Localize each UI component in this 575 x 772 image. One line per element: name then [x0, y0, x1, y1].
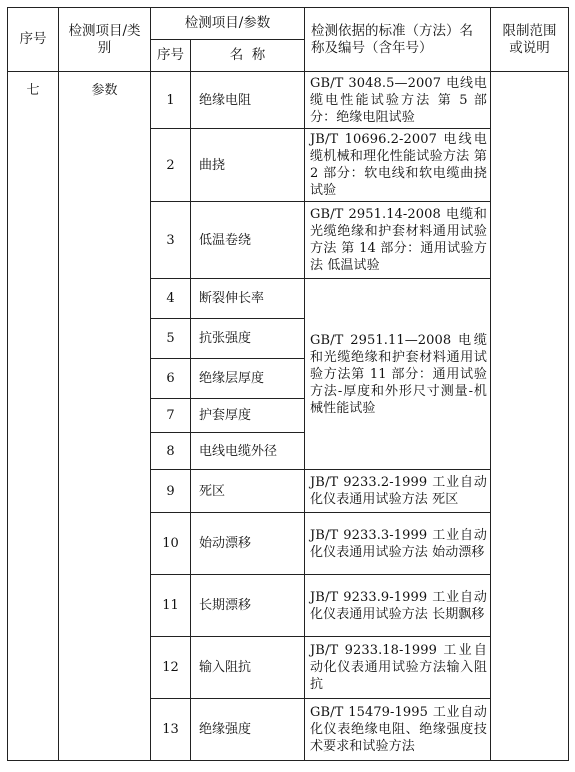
row-no: 8	[151, 433, 191, 470]
row-no: 13	[151, 699, 191, 761]
row-standard: GB/T 3048.5—2007 电线电缆电性能试验方法 第 5 部分：绝缘电阻试验	[305, 72, 491, 129]
row-no: 2	[151, 129, 191, 202]
row-name: 输入阻抗	[191, 637, 305, 699]
header-param-group: 检测项目/参数	[151, 8, 305, 40]
row-standard: JB/T 9233.2-1999 工业自动化仪表通用试验方法 死区	[305, 470, 491, 513]
row-no: 5	[151, 319, 191, 359]
limit-cell	[491, 72, 569, 761]
row-standard: JB/T 9233.18-1999 工业自动化仪表通用试验方法输入阻抗	[305, 637, 491, 699]
row-no: 3	[151, 202, 191, 279]
header-param-name: 名 称	[191, 40, 305, 72]
row-name: 长期漂移	[191, 575, 305, 637]
row-name: 绝缘层厚度	[191, 359, 305, 399]
row-standard: GB/T 2951.14-2008 电缆和光缆绝缘和护套材料通用试验方法 第 14 部分：通用试验方法 低温试验	[305, 202, 491, 279]
row-standard: JB/T 9233.3-1999 工业自动化仪表通用试验方法 始动漂移	[305, 513, 491, 575]
table-row	[8, 72, 569, 129]
row-name: 护套厚度	[191, 399, 305, 433]
row-no: 9	[151, 470, 191, 513]
row-no: 12	[151, 637, 191, 699]
header-limit: 限制范围或说明	[491, 8, 569, 72]
row-no: 11	[151, 575, 191, 637]
row-standard: JB/T 9233.9-1999 工业自动化仪表通用试验方法 长期飘移	[305, 575, 491, 637]
row-no: 4	[151, 279, 191, 319]
header-seq: 序号	[8, 8, 59, 72]
capability-table	[7, 7, 569, 761]
header-standard: 检测依据的标准（方法）名称及编号（含年号）	[305, 8, 491, 72]
row-standard: JB/T 10696.2-2007 电线电缆机械和理化性能试验方法 第 2 部分：软电线和软电缆曲挠试验	[305, 129, 491, 202]
group-seq: 七	[8, 72, 59, 761]
row-no: 6	[151, 359, 191, 399]
row-name: 绝缘强度	[191, 699, 305, 761]
row-name: 死区	[191, 470, 305, 513]
row-no: 10	[151, 513, 191, 575]
row-name: 抗张强度	[191, 319, 305, 359]
row-name: 低温卷绕	[191, 202, 305, 279]
row-no: 1	[151, 72, 191, 129]
row-standard: GB/T 15479-1995 工业自动化仪表绝缘电阻、绝缘强度技术要求和试验方法	[305, 699, 491, 761]
header-param-seq: 序号	[151, 40, 191, 72]
row-name: 曲挠	[191, 129, 305, 202]
header-item-category: 检测项目/类别	[59, 8, 151, 72]
row-name: 始动漂移	[191, 513, 305, 575]
row-name: 绝缘电阻	[191, 72, 305, 129]
group-category: 参数	[59, 72, 151, 761]
row-standard-merged: GB/T 2951.11—2008 电缆和光缆绝缘和护套材料通用试验方法第 11 部分：通用试验方法-厚度和外形尺寸测量-机械性能试验	[305, 279, 491, 470]
row-name: 断裂伸长率	[191, 279, 305, 319]
row-no: 7	[151, 399, 191, 433]
row-name: 电线电缆外径	[191, 433, 305, 470]
